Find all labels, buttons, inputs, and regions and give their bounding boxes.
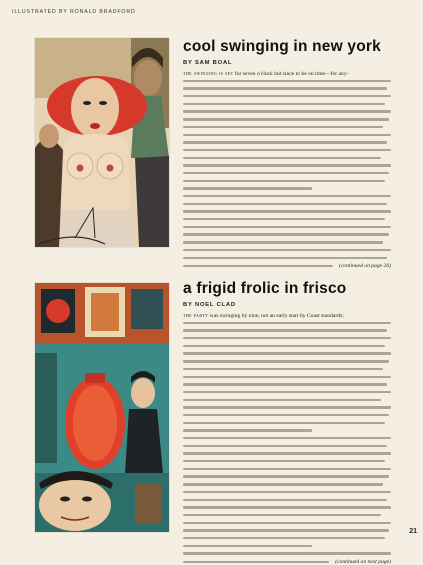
body-text-line xyxy=(183,414,389,416)
body-text-line xyxy=(183,376,391,378)
body-text-line xyxy=(183,391,391,393)
body-text-line xyxy=(183,429,312,431)
body-text-line xyxy=(183,406,391,408)
body-text-line xyxy=(183,233,389,235)
body-text-line xyxy=(183,134,391,136)
body-text-line xyxy=(183,506,391,508)
body-text-line xyxy=(183,322,391,324)
body-text-line xyxy=(183,110,391,112)
article-byline: BY SAM BOAL xyxy=(183,60,233,66)
body-text-line xyxy=(183,537,385,539)
body-text-line xyxy=(183,103,385,105)
body-text-line xyxy=(183,95,391,97)
lead-smallcaps: the swinging is set xyxy=(183,71,234,77)
continuation xyxy=(183,559,391,565)
body-text-line xyxy=(183,118,389,120)
article-byline: BY NOEL CLAD xyxy=(183,302,236,308)
body-text-line xyxy=(183,180,385,182)
body-text-line xyxy=(183,499,387,501)
body-text-line xyxy=(183,545,312,547)
body-text-line xyxy=(183,475,389,477)
body-text-line xyxy=(183,226,391,228)
body-text-line xyxy=(183,337,391,339)
body-text-line xyxy=(183,210,391,212)
body-text-line xyxy=(183,483,383,485)
beat-party-illustration xyxy=(35,38,169,247)
article-title: cool swinging in new york xyxy=(183,38,381,55)
body-text-line xyxy=(183,422,385,424)
body-text-lines xyxy=(183,322,391,555)
page-number: 21 xyxy=(409,528,417,535)
lead-text: for seven o'clock but since to be on time—for any- xyxy=(233,71,349,77)
body-text-line xyxy=(183,329,387,331)
article-cool-swinging xyxy=(183,38,391,269)
body-text-line xyxy=(183,522,391,524)
illustration-frigid-frolic xyxy=(35,283,169,532)
lead-smallcaps: the party xyxy=(183,313,209,319)
body-text-line xyxy=(183,383,387,385)
body-text-line xyxy=(183,437,391,439)
body-text-line xyxy=(183,514,381,516)
body-text-lines xyxy=(183,80,391,259)
body-text-line xyxy=(183,149,391,151)
body-text-line xyxy=(183,164,391,166)
lead-text: was swinging by nine, not an early start by Coast standards; xyxy=(208,313,344,319)
illustration-cool-swinging xyxy=(35,38,169,247)
illustrator-credit: ILLUSTRATED BY RONALD BRADFORD xyxy=(12,9,136,15)
body-text-line xyxy=(183,352,391,354)
body-text-line xyxy=(183,187,312,189)
body-text-line xyxy=(183,218,385,220)
article-frigid-frolic xyxy=(183,280,391,565)
body-text-line xyxy=(183,360,389,362)
body-text-line xyxy=(183,529,389,531)
body-text-line xyxy=(183,80,391,82)
body-text-line xyxy=(183,561,329,563)
body-text-line xyxy=(183,265,333,267)
body-text-line xyxy=(183,172,389,174)
continuation xyxy=(183,263,391,269)
body-text-line xyxy=(183,157,381,159)
body-text-line xyxy=(183,141,387,143)
body-text-line xyxy=(183,203,387,205)
article-lead xyxy=(183,71,391,79)
body-text-line xyxy=(183,491,391,493)
body-text-line xyxy=(183,345,385,347)
continued-note: (continued on page 26) xyxy=(338,263,391,270)
frisco-party-illustration xyxy=(35,283,169,532)
body-text-line xyxy=(183,445,387,447)
body-text-line xyxy=(183,368,383,370)
body-text-line xyxy=(183,249,391,251)
body-text-line xyxy=(183,87,387,89)
body-text-line xyxy=(183,468,391,470)
body-text-line xyxy=(183,399,381,401)
body-text-line xyxy=(183,126,383,128)
article-title: a frigid frolic in frisco xyxy=(183,280,347,297)
body-text-line xyxy=(183,452,391,454)
body-text-line xyxy=(183,257,387,259)
continued-note: (continued on next page) xyxy=(335,559,391,565)
body-text-line xyxy=(183,241,383,243)
body-text-line xyxy=(183,460,385,462)
article-lead xyxy=(183,313,391,321)
body-text-line xyxy=(183,195,391,197)
body-text-line xyxy=(183,552,391,554)
